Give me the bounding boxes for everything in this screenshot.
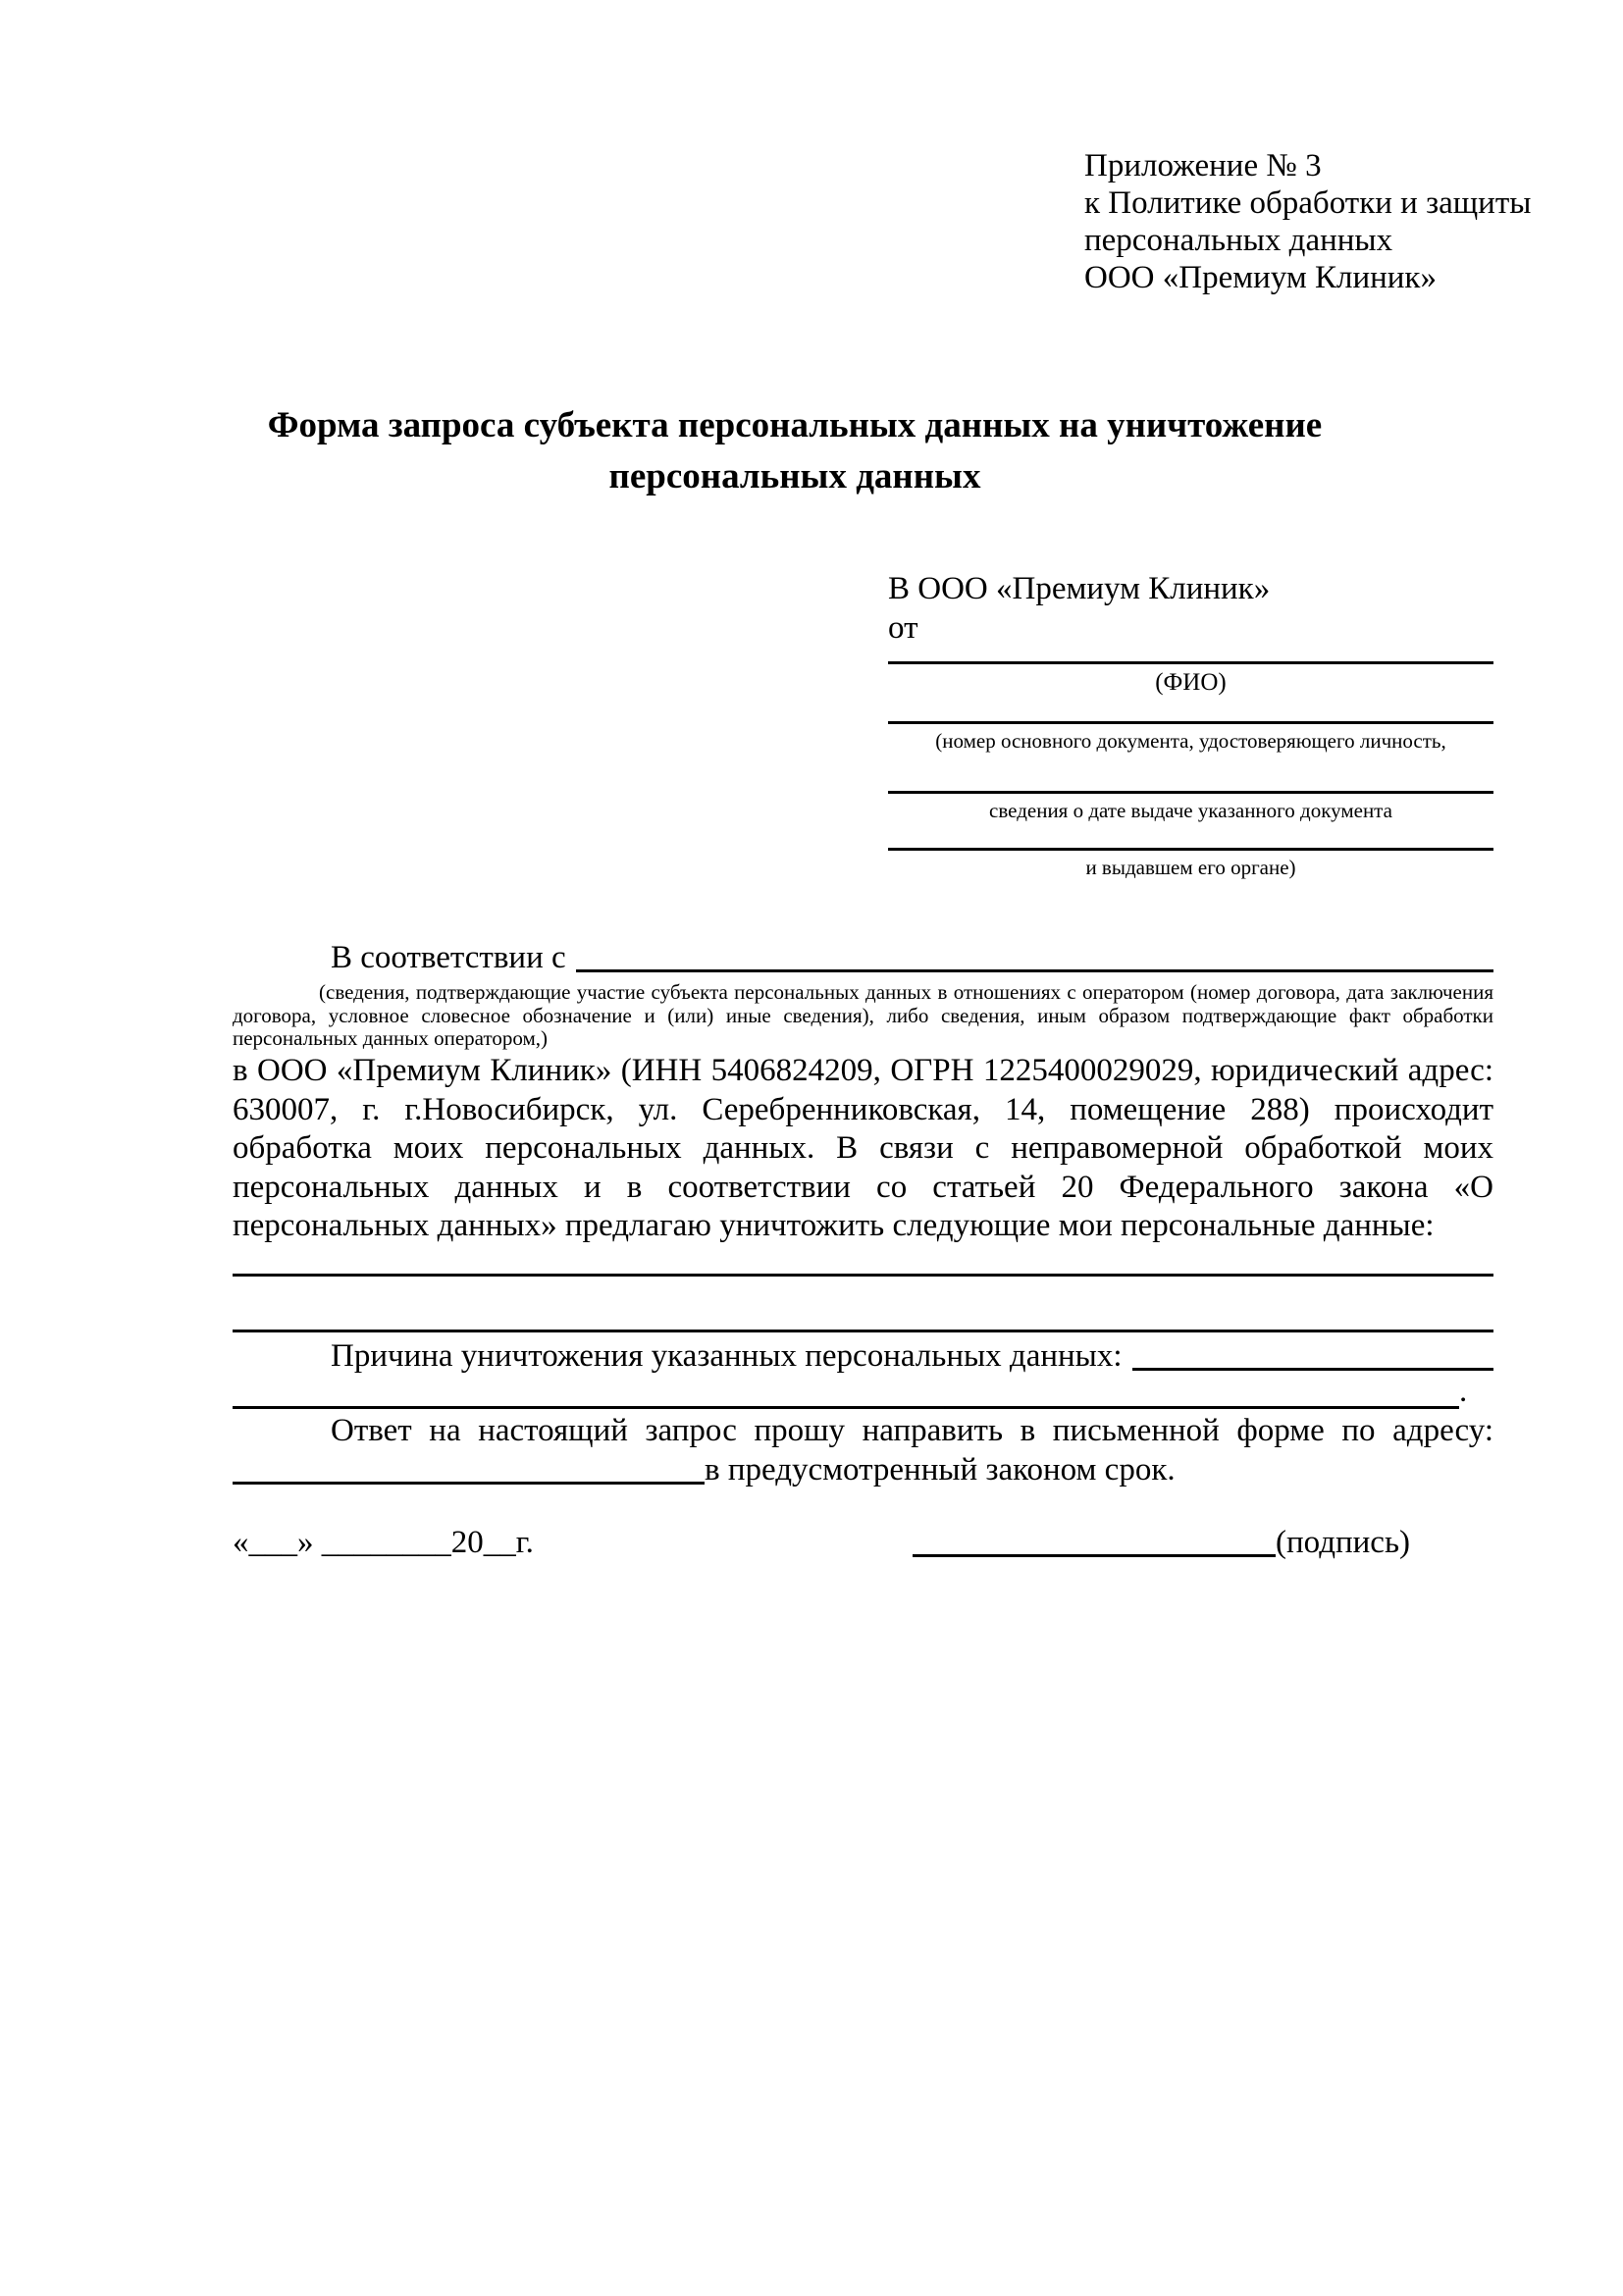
- accordance-blank-line: [576, 938, 1493, 972]
- addressee-from-label: от: [888, 610, 918, 646]
- date-line: «___» ________20__г.: [233, 1525, 534, 1560]
- addressee-to: В ООО «Премиум Клиник»: [888, 571, 1271, 606]
- response-address-row: [233, 1450, 1493, 1489]
- reason-continuation-row: [233, 1374, 1493, 1409]
- period-mark: .: [1459, 1374, 1468, 1409]
- issue-date-caption: сведения о дате выдаче указанного документа: [989, 799, 1392, 822]
- document-number-caption: (номер основного документа, удостоверяющего личность,: [935, 729, 1446, 753]
- reason-lead: Причина уничтожения указанных персональных данных:: [331, 1338, 1123, 1374]
- signature-caption: (подпись): [1276, 1525, 1410, 1560]
- signature-blank-line: [913, 1523, 1276, 1557]
- accordance-note: (сведения, подтверждающие участие субъекта персональных данных в отношениях с оператором (номер договора, дата заключения договора, условное словесное обозначение и (или) иные сведения), либо сведения, иным образом подтверждающие факт обработки персональных данных оператором,): [233, 980, 1493, 1050]
- data-to-destroy-blank-line: [233, 1246, 1493, 1277]
- addressee-block: [888, 569, 1493, 879]
- fio-caption: (ФИО): [1155, 669, 1227, 696]
- appendix-header-line: Приложение № 3: [1084, 148, 1322, 183]
- document-number-blank-line: [888, 697, 1493, 724]
- appendix-header: [1084, 147, 1531, 296]
- response-tail-text: в предусмотренный законом срок.: [705, 1452, 1176, 1487]
- accordance-lead: В соответствии с: [331, 940, 566, 975]
- signature-row: [913, 1523, 1493, 1562]
- reason-continuation-blank-line: [233, 1377, 1459, 1409]
- response-paragraph: Ответ на настоящий запрос прошу направить в письменной форме по адресу:: [331, 1413, 1493, 1448]
- data-to-destroy-blank-line: [233, 1302, 1493, 1332]
- issuing-authority-caption: и выдавшем его органе): [1085, 856, 1296, 879]
- appendix-header-line: персональных данных: [1084, 223, 1393, 258]
- fio-blank-line: [888, 648, 1493, 664]
- main-paragraph: в ООО «Премиум Клиник» (ИНН 5406824209, ОГРН 1225400029029, юридический адрес: 630007, г. г.Новосибирск, ул. Серебренниковская, 14, помещение 288) происходит обработка моих персональных данных. В связи с неправомерной обработкой моих персональных данных и в соответствии со статьей 20 Федерального закона «О персональных данных» предлагаю уничтожить следующие мои персональные данные:: [233, 1053, 1493, 1243]
- appendix-header-line: ООО «Премиум Клиник»: [1084, 260, 1437, 295]
- page-title: Форма запроса субъекта персональных данных на уничтожение персональных данных: [267, 405, 1323, 496]
- response-address-blank-line: [233, 1450, 705, 1485]
- accordance-row: [233, 938, 1493, 977]
- issuing-authority-blank-line: [888, 822, 1493, 851]
- appendix-header-line: к Политике обработки и защиты: [1084, 185, 1532, 221]
- issue-date-blank-line: [888, 753, 1493, 794]
- reason-blank-line: [1132, 1336, 1493, 1371]
- reason-row: [233, 1336, 1493, 1376]
